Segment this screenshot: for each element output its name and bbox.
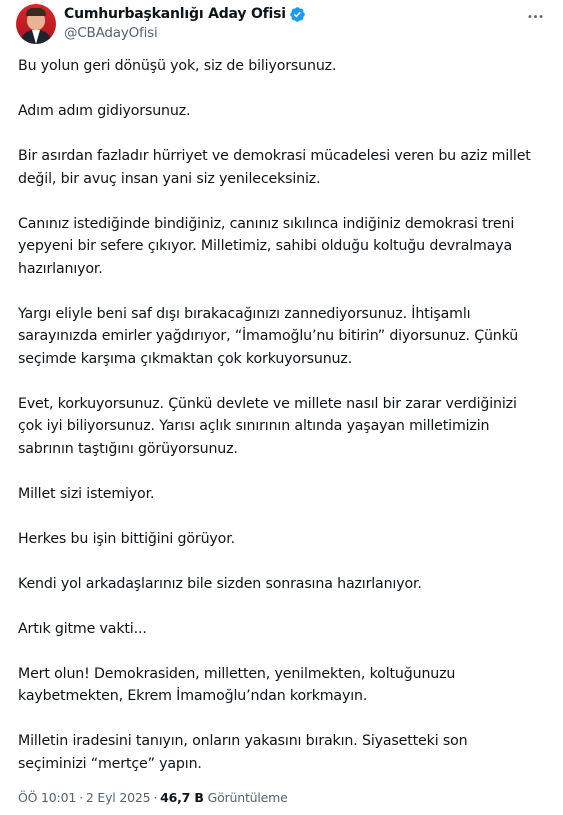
paragraph-gap: [18, 550, 545, 573]
verified-badge-icon: [289, 6, 306, 23]
tweet-line: Artık gitme vakti...: [18, 620, 147, 637]
paragraph-gap: [18, 123, 545, 146]
tweet-line: hazırlanıyor.: [18, 260, 103, 277]
paragraph-gap: [18, 708, 545, 731]
tweet-line: Evet, korkuyorsunuz. Çünkü devlete ve millete nasıl bir zarar verdiğinizi: [18, 395, 517, 412]
meta-separator: ·: [79, 790, 83, 805]
paragraph-gap: [18, 370, 545, 393]
tweet-paragraph: [18, 55, 545, 78]
handle[interactable]: @CBAdayOfisi: [64, 25, 158, 41]
tweet-paragraph: [18, 213, 545, 281]
paragraph-gap: [18, 640, 545, 663]
tweet-time[interactable]: ÖÖ 10:01: [18, 790, 77, 805]
paragraph-gap: [18, 595, 545, 618]
tweet-line: seçimde karşıma çıkmaktan çok korkuyorsunuz.: [18, 350, 353, 367]
views-label: Görüntüleme: [207, 790, 288, 805]
paragraph-gap: [18, 280, 545, 303]
tweet-line: Milletin iradesini tanıyın, onların yakasını bırakın. Siyasetteki son: [18, 733, 468, 749]
tweet-paragraph: [18, 663, 545, 708]
avatar-hair: [26, 8, 46, 16]
tweet-line: Adım adım gidiyorsunuz.: [18, 103, 191, 119]
display-name[interactable]: Cumhurbaşkanlığı Aday Ofisi: [64, 6, 286, 22]
tweet-line: Millet sizi istemiyor.: [18, 485, 155, 502]
more-button[interactable]: [523, 4, 547, 28]
display-name-row: [64, 5, 306, 23]
tweet-paragraph: [18, 730, 545, 775]
paragraph-gap: [18, 505, 545, 528]
tweet-line: Bu yolun geri dönüşü yok, siz de biliyorsunuz.: [18, 58, 337, 74]
tweet-paragraph: [18, 145, 545, 190]
tweet-paragraph: [18, 528, 545, 551]
tweet-line: Bir asırdan fazladır hürriyet ve demokrasi mücadelesi veren bu aziz millet: [18, 148, 531, 164]
tweet-paragraph: [18, 393, 545, 461]
tweet-date[interactable]: 2 Eyl 2025: [85, 790, 151, 805]
tweet-line: yepyeni bir sefere çıkıyor. Milletimiz, sahibi olduğu koltuğu devralmaya: [18, 238, 513, 254]
tweet-line: çok iyi biliyorsunuz. Yarısı açlık sınırının altında yaşayan milletimizin: [18, 418, 490, 434]
tweet-text: [18, 55, 545, 775]
views-count: 46,7 B: [160, 790, 204, 805]
tweet-meta: [18, 790, 288, 805]
tweet-line: sarayınızda emirler yağdırıyor, “İmamoğlu’nu bitirin” diyorsunuz. Çünkü: [18, 328, 519, 344]
tweet-line: Mert olun! Demokrasiden, milletten, yenilmekten, koltuğunuzu: [18, 665, 456, 682]
tweet-paragraph: [18, 100, 545, 123]
avatar[interactable]: [16, 4, 56, 44]
paragraph-gap: [18, 78, 545, 101]
tweet-line: değil, bir avuç insan yani siz yenileceksiniz.: [18, 170, 321, 187]
more-horizontal-icon: [526, 7, 545, 26]
tweet-paragraph: [18, 618, 545, 641]
paragraph-gap: [18, 460, 545, 483]
tweet-line: Herkes bu işin bittiğini görüyor.: [18, 530, 235, 547]
tweet-line: kaybetmekten, Ekrem İmamoğlu’ndan korkmayın.: [18, 688, 368, 704]
tweet-header: [16, 4, 547, 44]
tweet-line: Yargı eliyle beni saf dışı bırakacağınızı zannediyorsunuz. İhtişamlı: [18, 305, 471, 322]
tweet-paragraph: [18, 483, 545, 506]
tweet-line: Kendi yol arkadaşlarınız bile sizden sonrasına hazırlanıyor.: [18, 575, 422, 592]
author-names: [64, 4, 306, 41]
paragraph-gap: [18, 190, 545, 213]
tweet-line: sabrının taştığını görüyorsunuz.: [18, 440, 238, 457]
meta-separator: ·: [153, 790, 158, 805]
tweet-paragraph: [18, 303, 545, 371]
tweet-line: seçiminizi “mertçe” yapın.: [18, 755, 202, 772]
tweet-line: Canınız istediğinde bindiğiniz, canınız sıkılınca indiğiniz demokrasi treni: [18, 215, 515, 232]
tweet-paragraph: [18, 573, 545, 596]
